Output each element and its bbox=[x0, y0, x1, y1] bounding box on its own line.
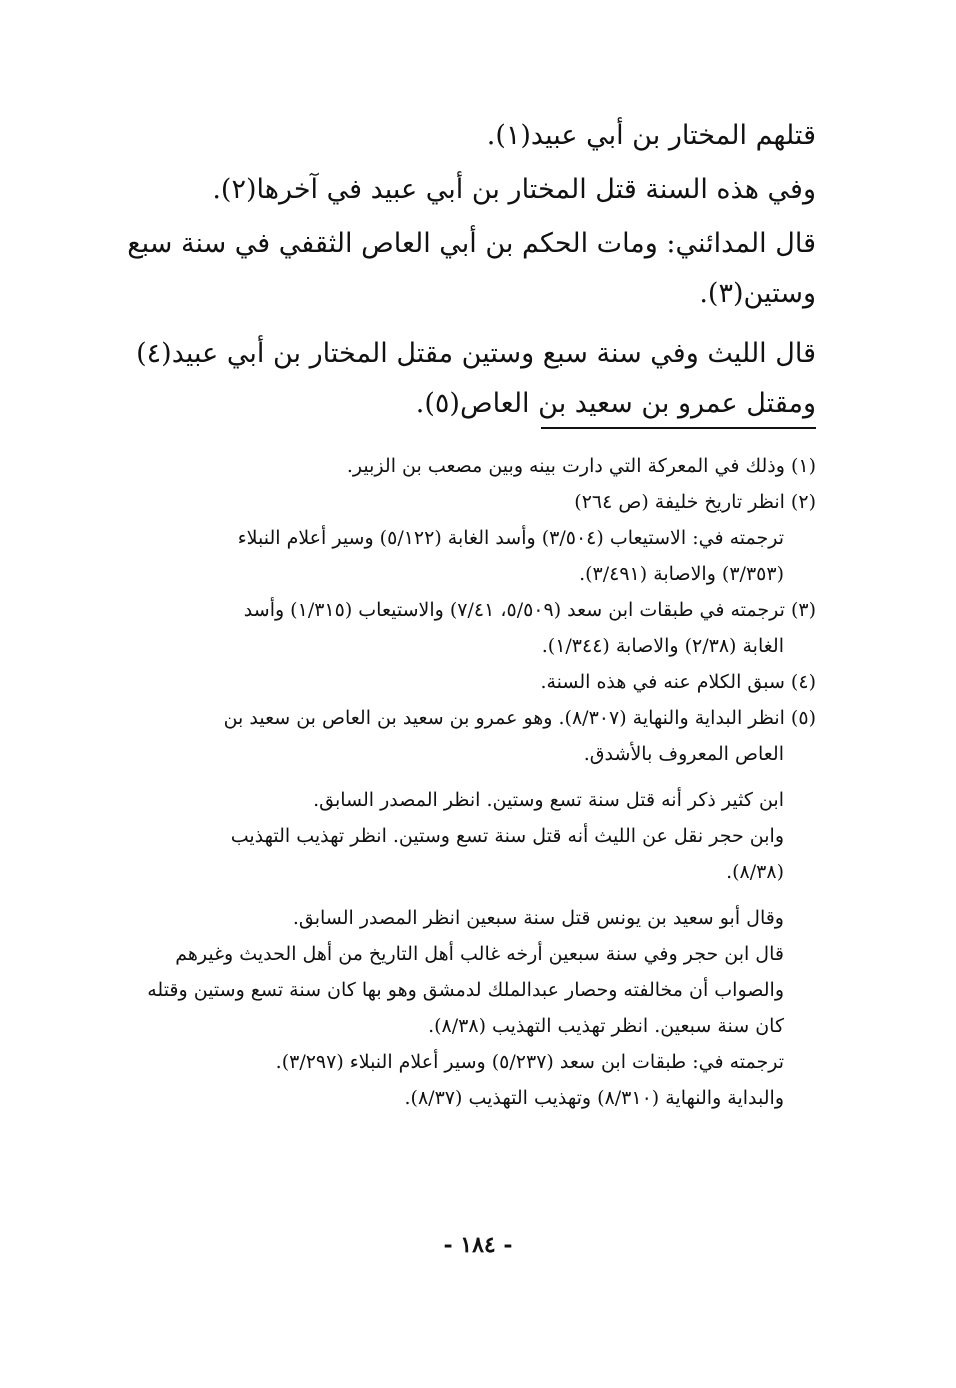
page-number: - ١٨٤ - bbox=[443, 1232, 513, 1258]
footnote-line: ابن كثير ذكر أنه قتل سنة تسع وستين. انظر المصدر السابق. bbox=[313, 789, 784, 811]
main-line: ومقتل عمرو بن سعيد بن العاص(٥). bbox=[415, 388, 816, 419]
footnote-line: قال ابن حجر وفي سنة سبعين أرخه غالب أهل التاريخ من أهل الحديث وغيرهم bbox=[175, 943, 784, 965]
footnote-line: (٣) ترجمته في طبقات ابن سعد (٥/٥٠٩، ٧/٤١) والاستيعاب (١/٣١٥) وأسد bbox=[243, 599, 816, 621]
footnote-line: وقال أبو سعيد بن يونس قتل سنة سبعين انظر المصدر السابق. bbox=[292, 907, 784, 929]
footnote-line: (١) وذلك في المعركة التي دارت بينه وبين مصعب بن الزبير. bbox=[346, 455, 816, 477]
footnote-line: ترجمته في: الاستيعاب (٣/٥٠٤) وأسد الغابة (٥/١٢٢) وسير أعلام النبلاء bbox=[237, 527, 784, 549]
footnote-line: (٢) انظر تاريخ خليفة (ص ٢٦٤) bbox=[574, 491, 816, 513]
footnote-line: الغابة (٢/٣٨) والاصابة (١/٣٤٤). bbox=[541, 635, 784, 657]
footnote-separator bbox=[541, 427, 816, 429]
footnote-line: والصواب أن مخالفته وحصار عبدالملك لدمشق وهو بها كان سنة تسع وستين وقتله bbox=[147, 979, 784, 1001]
footnote-line: (٥) انظر البداية والنهاية (٨/٣٠٧). وهو عمرو بن سعيد بن العاص بن سعيد بن bbox=[223, 707, 816, 729]
footnote-line: العاص المعروف بالأشدق. bbox=[583, 743, 784, 765]
footnote-line: كان سنة سبعين. انظر تهذيب التهذيب (٨/٣٨). bbox=[428, 1015, 784, 1037]
main-line: قال المدائني: ومات الحكم بن أبي العاص الثقفي في سنة سبع bbox=[127, 228, 816, 259]
footnote-line: (٤) سبق الكلام عنه في هذه السنة. bbox=[540, 671, 816, 693]
main-line: وفي هذه السنة قتل المختار بن أبي عبيد في آخرها(٢). bbox=[212, 174, 816, 205]
main-line: قال الليث وفي سنة سبع وستين مقتل المختار بن أبي عبيد(٤) bbox=[136, 338, 816, 369]
footnote-line: وابن حجر نقل عن الليث أنه قتل سنة تسع وستين. انظر تهذيب التهذيب bbox=[230, 825, 784, 847]
main-line: قتلهم المختار بن أبي عبيد(١). bbox=[486, 120, 816, 151]
footnote-line: والبداية والنهاية (٨/٣١٠) وتهذيب التهذيب (٨/٣٧). bbox=[404, 1087, 784, 1109]
footnote-line: (٨/٣٨). bbox=[726, 861, 784, 883]
footnotes bbox=[126, 448, 816, 1116]
footnote-line: (٣/٣٥٣) والاصابة (٣/٤٩١). bbox=[579, 563, 784, 585]
main-line: وستين(٣). bbox=[699, 278, 816, 309]
footnote-line: ترجمته في: طبقات ابن سعد (٥/٢٣٧) وسير أعلام النبلاء (٣/٢٩٧). bbox=[275, 1051, 784, 1073]
